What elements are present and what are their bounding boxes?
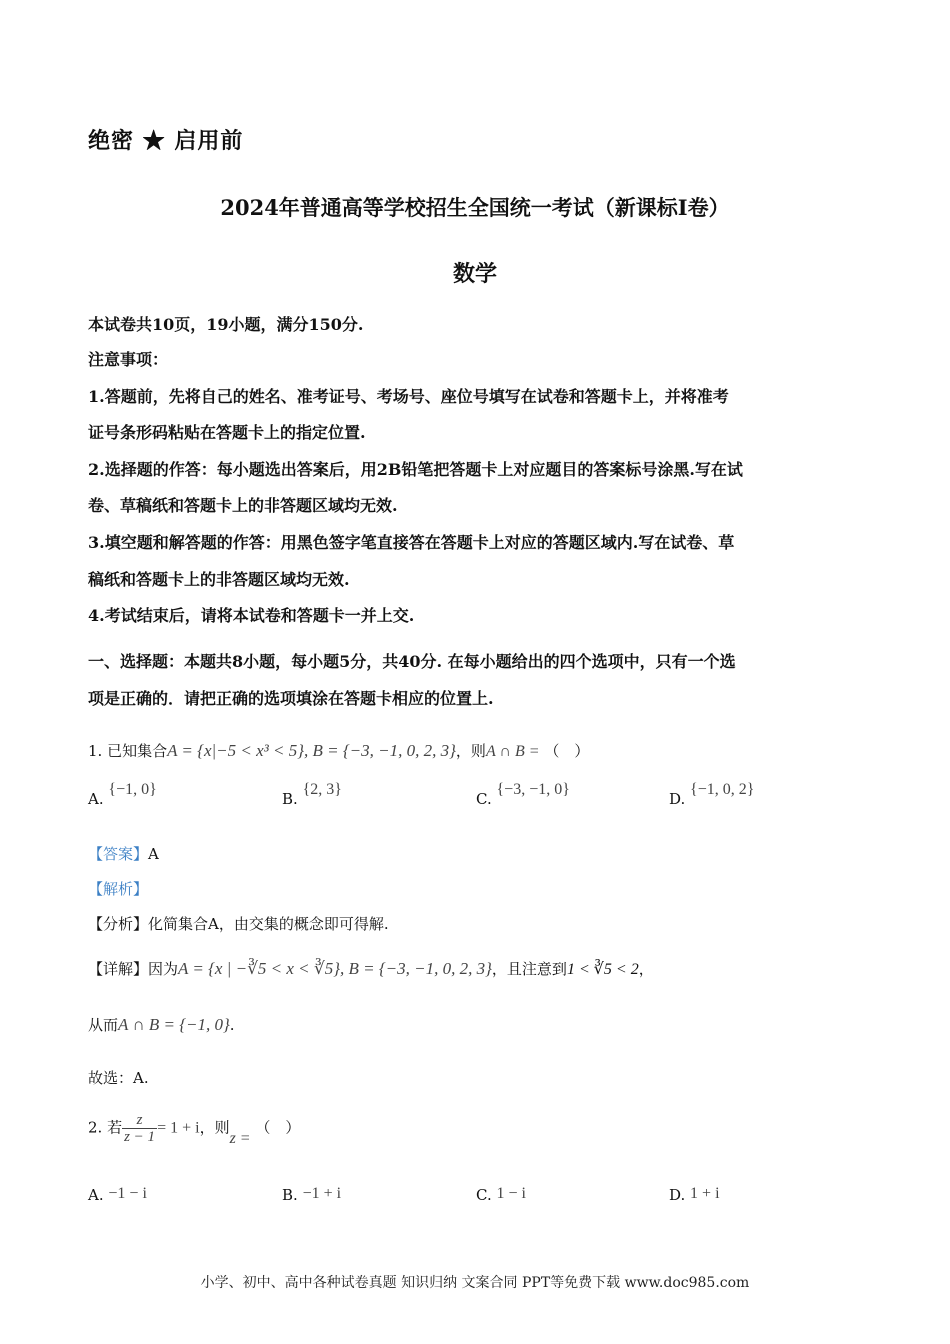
question-2-prefix: 2. 若 <box>88 1118 123 1137</box>
detail-math-2: 1 < ∛5 < 2 <box>566 961 639 978</box>
q1-option-c-letter: C. <box>476 790 492 808</box>
exam-title: 2024年普通高等学校招生全国统一考试（新课标I卷） <box>220 195 730 220</box>
detail-mid: ，且注意到 <box>491 960 567 978</box>
detail-pre: 因为 <box>148 960 179 978</box>
fenxi-text: 化简集合A，由交集的概念即可得解. <box>148 915 389 933</box>
subject-title: 数学 <box>452 261 497 287</box>
question-1-stem <box>88 740 589 761</box>
page-footer: 小学、初中、高中各种试卷真题 知识归纳 文案合同 PPT等免费下载 www.doc985.com <box>200 1275 750 1291</box>
q2-option-a-value: −1 − i <box>108 1185 147 1202</box>
q2-option-b <box>282 1186 341 1205</box>
question-1-sets: A = {x|−5 < x³ < 5}, B = {−3, −1, 0, 2, 3} <box>167 741 456 760</box>
detail-math: A = {x | −∛5 < x < ∛5}, B = {−3, −1, 0, 2, 3} <box>178 959 492 978</box>
section-1-line-2: 项是正确的．请把正确的选项填涂在答题卡相应的位置上. <box>88 689 494 708</box>
detail-tag: 【详解】 <box>88 960 149 978</box>
question-2-expr: z = <box>229 1129 251 1147</box>
q1-choose: 故选：A. <box>88 1069 149 1087</box>
q1-option-d <box>669 781 755 809</box>
q2-option-d-value: 1 + i <box>690 1185 720 1202</box>
exam-overview: 本试卷共10页，19小题，满分150分. <box>88 315 364 334</box>
q1-fenxi <box>88 913 389 934</box>
note-1-line-1: 1.答题前，先将自己的姓名、准考证号、考场号、座位号填写在试卷和答题卡上，并将准考 <box>88 387 729 406</box>
fraction-denominator: z − 1 <box>124 1129 156 1145</box>
q1-option-b <box>282 781 342 809</box>
fenxi-tag: 【分析】 <box>88 915 149 933</box>
analysis-tag: 【解析】 <box>88 880 149 898</box>
question-2-fraction <box>122 1112 157 1145</box>
notice-title: 注意事项： <box>88 350 169 369</box>
question-1-expr: A ∩ B = <box>485 743 540 760</box>
q1-option-c <box>476 781 570 809</box>
q2-option-c <box>476 1186 526 1205</box>
note-3-line-2: 稿纸和答题卡上的非答题区域均无效. <box>88 570 350 589</box>
q2-option-b-value: −1 + i <box>302 1185 342 1202</box>
question-2-paren: （ ） <box>255 1118 301 1137</box>
q1-option-a-value: {−1, 0} <box>108 781 157 798</box>
q1-option-b-value: {2, 3} <box>302 781 342 798</box>
note-2-line-1: 2.选择题的作答：每小题选出答案后，用2B铅笔把答题卡上对应题目的答案标号涂黑.写在试 <box>88 460 743 479</box>
q2-option-a-letter: A. <box>88 1186 104 1204</box>
question-2-eq: = 1 + i <box>157 1119 200 1137</box>
q1-option-d-letter: D. <box>669 790 686 808</box>
q2-option-b-letter: B. <box>282 1186 298 1204</box>
note-4: 4.考试结束后，请将本试卷和答题卡一并上交. <box>88 606 415 625</box>
answer-tag: 【答案】 <box>88 845 149 863</box>
q1-option-a <box>88 781 157 809</box>
q1-option-d-value: {−1, 0, 2} <box>690 781 755 798</box>
fraction-numerator: z <box>136 1112 143 1128</box>
question-1-mid: ，则 <box>455 742 486 760</box>
confidential-label: 绝密 ★ 启用前 <box>88 128 244 154</box>
conclusion-math: A ∩ B = {−1, 0} <box>118 1015 230 1034</box>
q1-answer <box>88 843 159 864</box>
note-2-line-2: 卷、草稿纸和答题卡上的非答题区域均无效. <box>88 496 398 515</box>
q1-detail <box>88 958 654 979</box>
q1-conclusion <box>88 1014 235 1035</box>
answer-value: A <box>148 845 159 863</box>
question-2-stem <box>88 1112 300 1145</box>
q1-option-a-letter: A. <box>88 790 104 808</box>
q2-option-d-letter: D. <box>669 1186 686 1204</box>
q1-option-b-letter: B. <box>282 790 298 808</box>
q2-option-c-letter: C. <box>476 1186 492 1204</box>
conclusion-pre: 从而 <box>88 1016 119 1034</box>
conclusion-end: . <box>229 1016 235 1034</box>
q2-option-d <box>669 1186 720 1205</box>
q2-option-c-value: 1 − i <box>496 1185 526 1202</box>
note-3-line-1: 3.填空题和解答题的作答：用黑色签字笔直接答在答题卡上对应的答题区域内.写在试卷、草 <box>88 533 735 552</box>
q1-option-c-value: {−3, −1, 0} <box>496 781 570 798</box>
q2-option-a <box>88 1186 147 1205</box>
detail-end: ， <box>638 960 654 978</box>
question-1-prefix: 1. 已知集合 <box>88 742 168 760</box>
question-1-paren: （ ） <box>544 742 590 760</box>
note-1-line-2: 证号条形码粘贴在答题卡上的指定位置. <box>88 423 366 442</box>
section-1-line-1: 一、选择题：本题共8小题，每小题5分，共40分. 在每小题给出的四个选项中，只有一个选 <box>88 652 736 671</box>
question-2-mid: ，则 <box>199 1118 230 1137</box>
